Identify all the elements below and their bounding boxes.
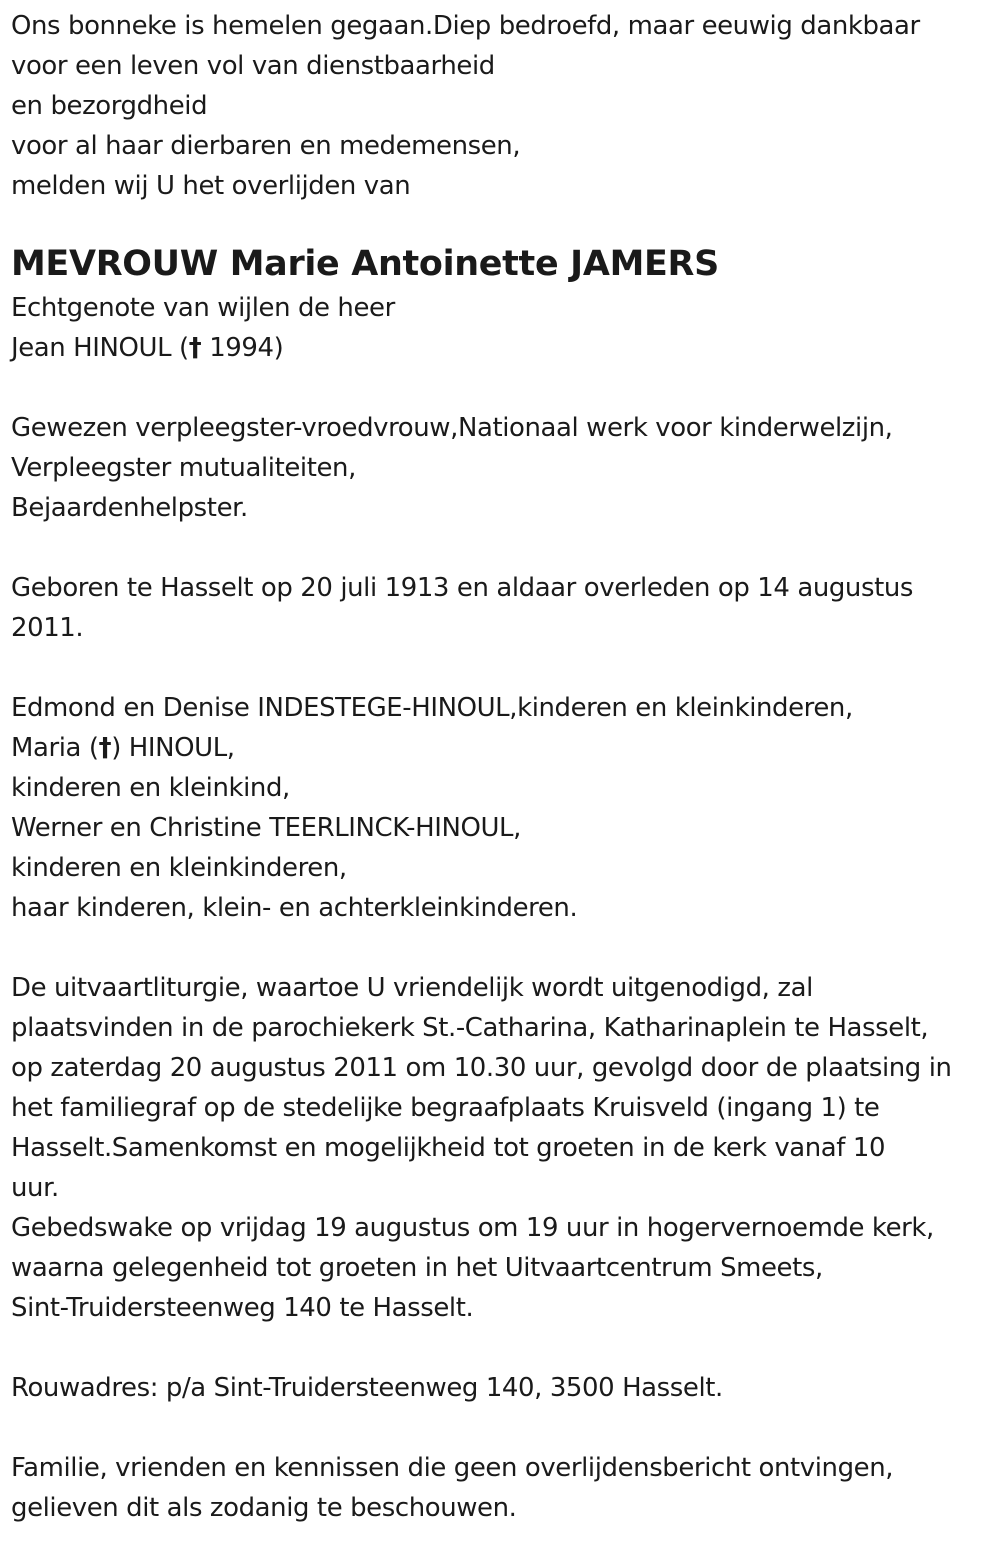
spouse-section	[11, 288, 991, 368]
funeral-line: op zaterdag 20 augustus 2011 om 10.30 uur, gevolgd door de plaatsing in	[11, 1053, 952, 1083]
cross-icon: †	[188, 333, 202, 363]
family-line: kinderen en kleinkind,	[11, 773, 290, 803]
spacer	[11, 528, 991, 568]
funeral-line: Sint-Truidersteenweg 140 te Hasselt.	[11, 1293, 474, 1323]
intro-section	[11, 6, 991, 206]
family-section	[11, 688, 991, 928]
funeral-line: uur.	[11, 1173, 59, 1203]
funeral-line: De uitvaartliturgie, waartoe U vriendelijk wordt uitgenodigd, zal	[11, 973, 813, 1003]
family-line: Werner en Christine TEERLINCK-HINOUL,	[11, 813, 521, 843]
spacer	[11, 928, 991, 968]
intro-line: voor een leven vol van dienstbaarheid	[11, 51, 495, 81]
closing-line: gelieven dit als zodanig te beschouwen.	[11, 1493, 517, 1523]
closing-line: Familie, vrienden en kennissen die geen overlijdensbericht ontvingen,	[11, 1453, 894, 1483]
funeral-line: plaatsvinden in de parochiekerk St.-Catharina, Katharinaplein te Hasselt,	[11, 1013, 929, 1043]
spouse-line: Echtgenote van wijlen de heer	[11, 293, 395, 323]
mourning-address: Rouwadres: p/a Sint-Truidersteenweg 140, 3500 Hasselt.	[11, 1373, 723, 1403]
spacer	[11, 1328, 991, 1368]
spacer	[11, 1408, 991, 1448]
intro-line: voor al haar dierbaren en medemensen,	[11, 131, 521, 161]
cross-icon: †	[98, 733, 112, 763]
spouse-year: 1994)	[201, 333, 284, 363]
family-line: Edmond en Denise INDESTEGE-HINOUL,kinderen en kleinkinderen,	[11, 693, 853, 723]
intro-line: en bezorgdheid	[11, 91, 208, 121]
intro-line: Ons bonneke is hemelen gegaan.Diep bedroefd, maar eeuwig dankbaar	[11, 11, 920, 41]
spouse-line	[11, 328, 991, 368]
obituary-page	[11, 6, 991, 1528]
career-section	[11, 408, 991, 528]
maria-name: Maria (	[11, 733, 99, 763]
closing-section	[11, 1448, 991, 1528]
family-line: kinderen en kleinkinderen,	[11, 853, 347, 883]
funeral-line: Hasselt.Samenkomst en mogelijkheid tot groeten in de kerk vanaf 10	[11, 1133, 886, 1163]
career-line: Bejaardenhelpster.	[11, 493, 248, 523]
spouse-name: Jean HINOUL (	[11, 333, 189, 363]
funeral-line: waarna gelegenheid tot groeten in het Uitvaartcentrum Smeets,	[11, 1253, 823, 1283]
intro-line: melden wij U het overlijden van	[11, 171, 411, 201]
birth-death-line: Geboren te Hasselt op 20 juli 1913 en aldaar overleden op 14 augustus	[11, 573, 913, 603]
funeral-line: het familiegraf op de stedelijke begraafplaats Kruisveld (ingang 1) te	[11, 1093, 880, 1123]
funeral-line: Gebedswake op vrijdag 19 augustus om 19 uur in hogervernoemde kerk,	[11, 1213, 934, 1243]
career-line: Gewezen verpleegster-vroedvrouw,Nationaal werk voor kinderwelzijn,	[11, 413, 893, 443]
family-line: haar kinderen, klein- en achterkleinkinderen.	[11, 893, 578, 923]
deceased-name: MEVROUW Marie Antoinette JAMERS	[11, 244, 719, 284]
career-line: Verpleegster mutualiteiten,	[11, 453, 356, 483]
family-line	[11, 728, 991, 768]
maria-surname: ) HINOUL,	[111, 733, 235, 763]
spacer	[11, 368, 991, 408]
birth-death-section	[11, 568, 991, 648]
funeral-section	[11, 968, 991, 1328]
spacer	[11, 648, 991, 688]
birth-death-line: 2011.	[11, 613, 84, 643]
